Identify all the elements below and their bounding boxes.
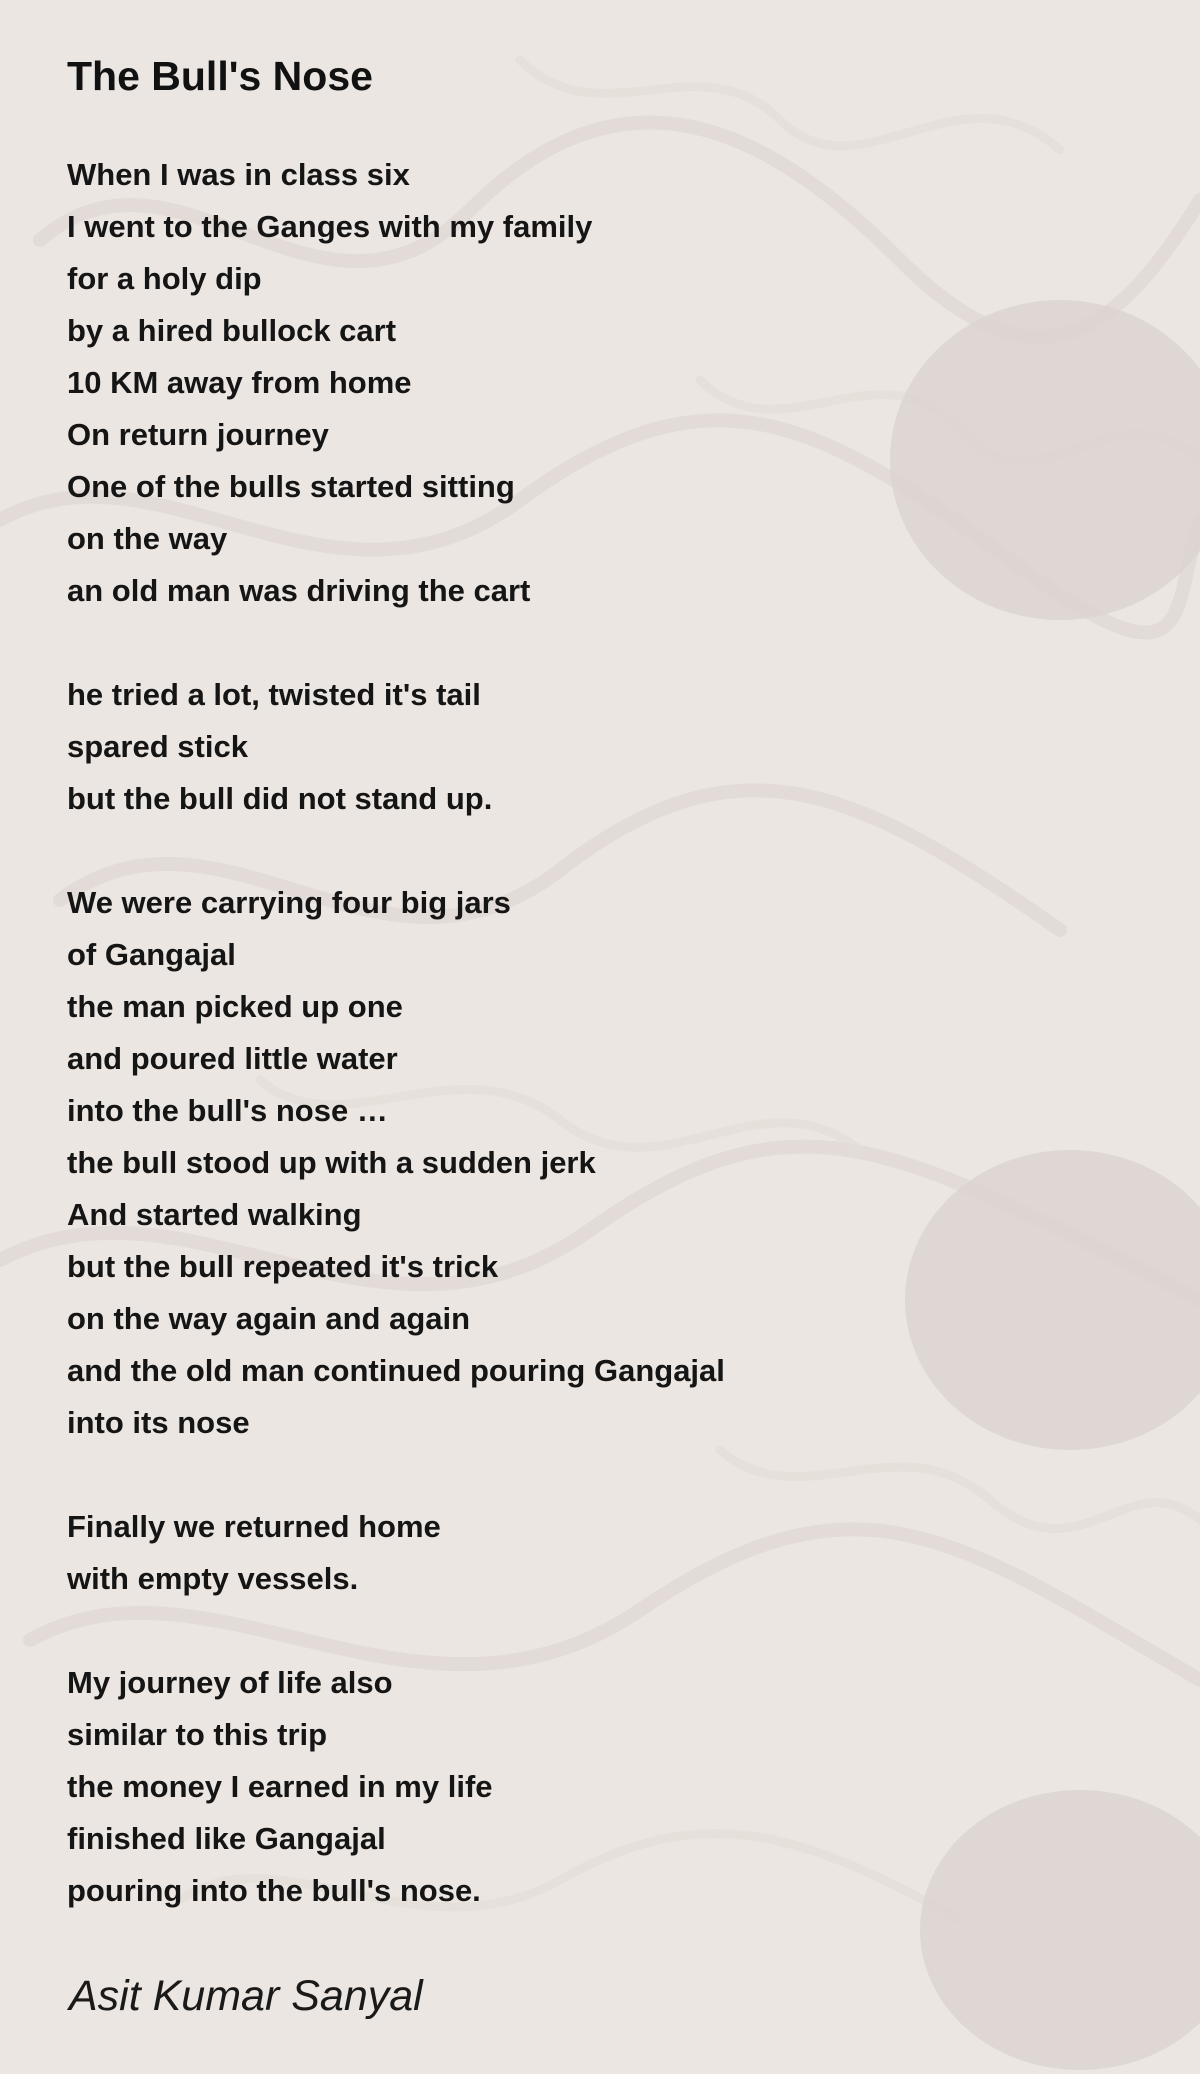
poem-line: pouring into the bull's nose. bbox=[67, 1873, 481, 1908]
poem-line: for a holy dip bbox=[67, 261, 262, 296]
poem-line: but the bull did not stand up. bbox=[67, 781, 493, 816]
poem-line: We were carrying four big jars bbox=[67, 885, 511, 920]
poem-line: into its nose bbox=[67, 1405, 250, 1440]
stanza-break bbox=[67, 1605, 725, 1657]
poem-line: on the way again and again bbox=[67, 1301, 471, 1336]
poem-line: the man picked up one bbox=[67, 989, 403, 1024]
poem-line: on the way bbox=[67, 521, 228, 556]
poem-line: and the old man continued pouring Gangajal bbox=[67, 1353, 725, 1388]
poem-line: he tried a lot, twisted it's tail bbox=[67, 677, 481, 712]
poem-line: 10 KM away from home bbox=[67, 365, 412, 400]
poem-line: by a hired bullock cart bbox=[67, 313, 397, 348]
poem-line: with empty vessels. bbox=[67, 1561, 359, 1596]
poem-title: The Bull's Nose bbox=[67, 53, 373, 99]
poem-body bbox=[67, 149, 725, 1917]
poem-line: similar to this trip bbox=[67, 1717, 328, 1752]
stanza-break bbox=[67, 1449, 725, 1501]
poem-line: of Gangajal bbox=[67, 937, 236, 972]
poem-line: the money I earned in my life bbox=[67, 1769, 493, 1804]
poem-line: When I was in class six bbox=[67, 157, 410, 192]
poem-line: finished like Gangajal bbox=[67, 1821, 386, 1856]
poem-line: into the bull's nose … bbox=[67, 1093, 388, 1128]
poem-line: One of the bulls started sitting bbox=[67, 469, 515, 504]
poem-line: Finally we returned home bbox=[67, 1509, 441, 1544]
poem-line: I went to the Ganges with my family bbox=[67, 209, 593, 244]
poem-line: And started walking bbox=[67, 1197, 362, 1232]
poem-author: Asit Kumar Sanyal bbox=[69, 1972, 423, 2020]
poem-line: spared stick bbox=[67, 729, 248, 764]
poem-line: but the bull repeated it's trick bbox=[67, 1249, 499, 1284]
poem-line: and poured little water bbox=[67, 1041, 398, 1076]
poem-line: an old man was driving the cart bbox=[67, 573, 531, 608]
poem-line: the bull stood up with a sudden jerk bbox=[67, 1145, 596, 1180]
poem-line: My journey of life also bbox=[67, 1665, 393, 1700]
poem-line: On return journey bbox=[67, 417, 329, 452]
stanza-break bbox=[67, 825, 725, 877]
stanza-break bbox=[67, 617, 725, 669]
